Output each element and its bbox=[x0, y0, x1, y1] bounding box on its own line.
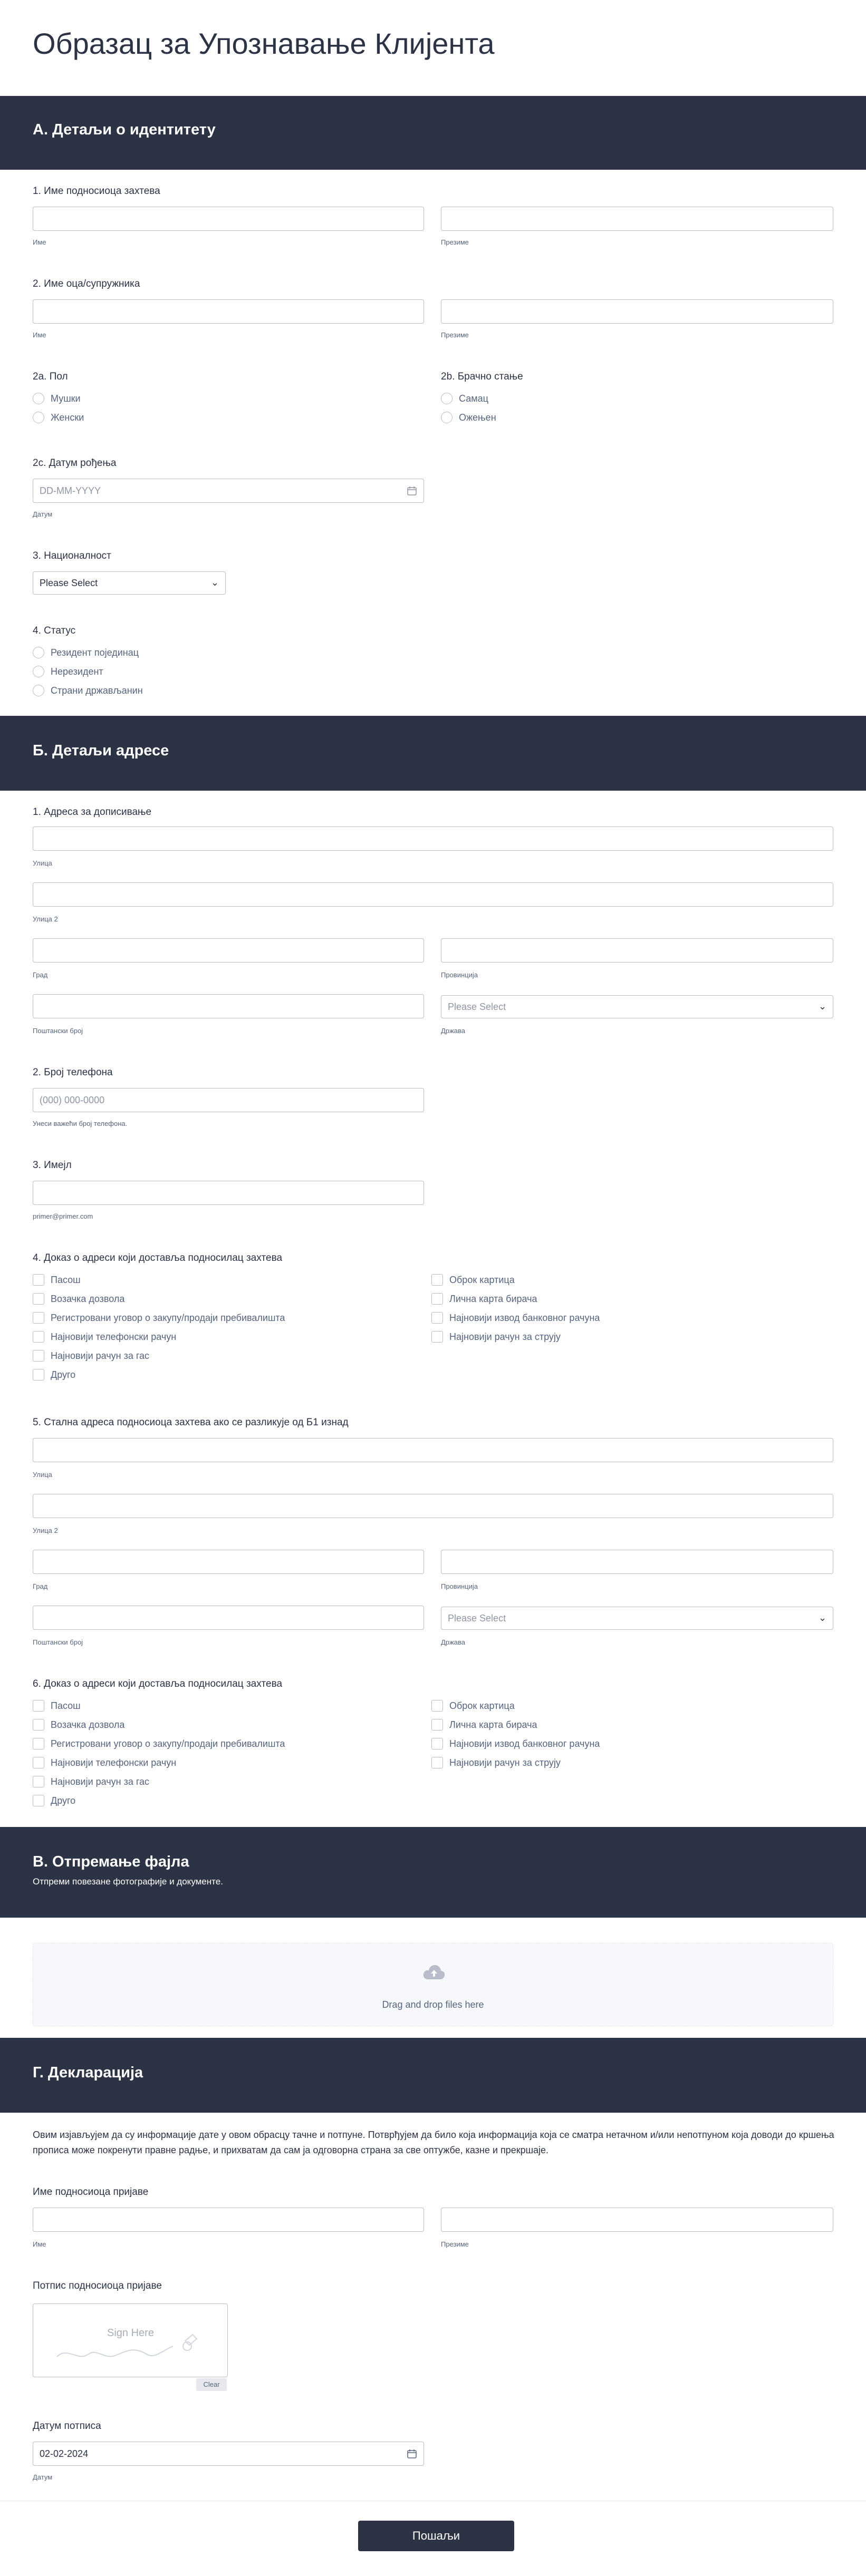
checkbox[interactable] bbox=[431, 1312, 443, 1324]
phone-hint: Унеси важећи број телефона. bbox=[33, 1120, 128, 1127]
province-sublabel: Провинција bbox=[441, 1582, 478, 1590]
marital-option-single[interactable]: Самац bbox=[441, 392, 488, 405]
nationality-value: Please Select bbox=[40, 578, 98, 588]
email-input[interactable] bbox=[33, 1181, 424, 1205]
clear-signature-button[interactable]: Clear bbox=[196, 2378, 227, 2391]
nationality-label: 3. Националност bbox=[33, 550, 111, 561]
first-name-sublabel: Име bbox=[33, 2240, 46, 2248]
dob-placeholder: DD-MM-YYYY bbox=[40, 485, 101, 496]
status-option-resident[interactable]: Резидент појединац bbox=[33, 646, 139, 659]
radio-circle[interactable] bbox=[33, 666, 44, 677]
chevron-down-icon: ⌄ bbox=[210, 577, 219, 588]
proof-option-other[interactable]: Друго bbox=[33, 1368, 75, 1381]
checkbox[interactable] bbox=[33, 1738, 44, 1749]
checkbox[interactable] bbox=[33, 1350, 44, 1362]
section-b-title: Б. Детаљи адресе bbox=[33, 742, 169, 759]
signature-date-value: 02-02-2024 bbox=[40, 2448, 89, 2459]
signature-date-input[interactable] bbox=[33, 2442, 424, 2466]
status-option-nonresident[interactable]: Нерезидент bbox=[33, 665, 103, 678]
date-sublabel: Датум bbox=[33, 510, 53, 518]
calendar-icon[interactable] bbox=[407, 485, 417, 496]
checkbox[interactable] bbox=[431, 1274, 443, 1286]
checkbox[interactable] bbox=[33, 1369, 44, 1381]
permanent-province-input[interactable] bbox=[441, 1550, 833, 1574]
declarant-last-name-input[interactable] bbox=[441, 2208, 833, 2232]
proof2-option-driver-license[interactable]: Возачка дозвола bbox=[33, 1718, 124, 1731]
city-sublabel: Град bbox=[33, 971, 48, 979]
checkbox[interactable] bbox=[431, 1719, 443, 1731]
proof-option-meal-card[interactable]: Оброк картица bbox=[431, 1274, 515, 1286]
applicant-first-name-input[interactable] bbox=[33, 207, 424, 231]
phone-placeholder: (000) 000-0000 bbox=[40, 1095, 105, 1105]
radio-circle[interactable] bbox=[33, 393, 44, 404]
section-d-header bbox=[0, 2038, 866, 2113]
checkbox[interactable] bbox=[33, 1331, 44, 1343]
applicant-last-name-input[interactable] bbox=[441, 207, 833, 231]
applicant-name-label: 1. Име подносиоца захтева bbox=[33, 186, 160, 197]
proof2-option-bank-statement[interactable]: Најновији извод банковног рачуна bbox=[431, 1737, 600, 1750]
radio-circle[interactable] bbox=[441, 412, 453, 423]
proof-option-passport[interactable]: Пасош bbox=[33, 1274, 81, 1286]
mailing-address-label: 1. Адреса за дописивање bbox=[33, 806, 152, 818]
proof2-option-phone-bill[interactable]: Најновији телефонски рачун bbox=[33, 1756, 176, 1769]
checkbox[interactable] bbox=[33, 1795, 44, 1806]
email-hint: primer@primer.com bbox=[33, 1212, 93, 1220]
proof-option-electricity-bill[interactable]: Најновији рачун за струју bbox=[431, 1330, 561, 1343]
section-c-header bbox=[0, 1827, 866, 1918]
mailing-province-input[interactable] bbox=[441, 938, 833, 963]
mailing-street2-input[interactable] bbox=[33, 882, 833, 907]
proof2-option-meal-card[interactable]: Оброк картица bbox=[431, 1699, 515, 1712]
applicant-signature-name-label: Име подносиоца пријаве bbox=[33, 2186, 149, 2198]
marital-option-married[interactable]: Ожењен bbox=[441, 411, 496, 424]
file-dropzone[interactable] bbox=[33, 1943, 833, 2026]
status-label: 4. Статус bbox=[33, 625, 76, 636]
permanent-address-label: 5. Стална адреса подносиоца захтева ако се разликује од Б1 изнад bbox=[33, 1417, 349, 1428]
checkbox[interactable] bbox=[33, 1757, 44, 1768]
country-placeholder: Please Select bbox=[448, 1613, 506, 1624]
dropzone-text: Drag and drop files here bbox=[382, 1999, 484, 2010]
submit-button[interactable]: Пошаљи bbox=[358, 2521, 514, 2551]
checkbox[interactable] bbox=[33, 1719, 44, 1731]
permanent-street2-input[interactable] bbox=[33, 1494, 833, 1518]
permanent-country-select[interactable] bbox=[441, 1607, 833, 1630]
radio-circle[interactable] bbox=[33, 685, 44, 696]
signature-label: Потпис подносиоца пријаве bbox=[33, 2280, 162, 2291]
proof-option-gas-bill[interactable]: Најновији рачун за гас bbox=[33, 1349, 149, 1362]
street2-sublabel: Улица 2 bbox=[33, 1527, 58, 1534]
checkbox[interactable] bbox=[33, 1776, 44, 1787]
email-label: 3. Имејл bbox=[33, 1160, 72, 1171]
country-placeholder: Please Select bbox=[448, 1002, 506, 1012]
gender-label: 2а. Пол bbox=[33, 371, 68, 382]
radio-circle[interactable] bbox=[33, 412, 44, 423]
section-a-title: А. Детаљи о идентитету bbox=[33, 121, 216, 138]
sign-here-hint: Sign Here bbox=[107, 2327, 154, 2339]
permanent-street-input[interactable] bbox=[33, 1438, 833, 1462]
proof2-option-gas-bill[interactable]: Најновији рачун за гас bbox=[33, 1775, 149, 1788]
calendar-icon[interactable] bbox=[407, 2448, 417, 2459]
radio-circle[interactable] bbox=[441, 393, 453, 404]
permanent-postal-input[interactable] bbox=[33, 1606, 424, 1630]
first-name-sublabel: Име bbox=[33, 238, 46, 246]
country-sublabel: Држава bbox=[441, 1638, 465, 1646]
city-sublabel: Град bbox=[33, 1582, 48, 1590]
first-name-sublabel: Име bbox=[33, 331, 46, 339]
proof-address-2-label: 6. Доказ о адреси који доставља подносилац захтева bbox=[33, 1678, 283, 1689]
proof2-option-voter-id[interactable]: Лична карта бирача bbox=[431, 1718, 537, 1731]
status-option-foreign[interactable]: Страни држављанин bbox=[33, 684, 143, 697]
checkbox[interactable] bbox=[431, 1700, 443, 1712]
gender-option-male[interactable]: Мушки bbox=[33, 392, 81, 405]
proof-option-driver-license[interactable]: Возачка дозвола bbox=[33, 1292, 124, 1305]
permanent-city-input[interactable] bbox=[33, 1550, 424, 1574]
street-sublabel: Улица bbox=[33, 1471, 52, 1479]
dob-input[interactable] bbox=[33, 479, 424, 503]
proof-address-label: 4. Доказ о адреси који доставља подносилац захтева bbox=[33, 1252, 283, 1263]
nationality-select[interactable] bbox=[33, 571, 226, 595]
radio-circle[interactable] bbox=[33, 647, 44, 658]
checkbox[interactable] bbox=[33, 1700, 44, 1712]
declaration-text: Овим изјављујем да су информације дате у овом обрасцу тачне и потпуне. Потврђујем да било која информација која се сматра нетачном и/или непотпуном која доводи до кршења прописа може покренути правне радње, и прихватам да сам ја одговорна страна за све оптужбе, казне и прекршаје. bbox=[33, 2130, 834, 2155]
street2-sublabel: Улица 2 bbox=[33, 915, 58, 923]
proof-option-bank-statement[interactable]: Најновији извод банковног рачуна bbox=[431, 1311, 600, 1324]
last-name-sublabel: Презиме bbox=[441, 2240, 469, 2248]
phone-label: 2. Број телефона bbox=[33, 1067, 113, 1078]
phone-input[interactable] bbox=[33, 1088, 424, 1112]
chevron-down-icon: ⌄ bbox=[818, 1612, 826, 1623]
postal-sublabel: Поштански број bbox=[33, 1638, 83, 1646]
checkbox[interactable] bbox=[431, 1757, 443, 1768]
proof2-option-other[interactable]: Друго bbox=[33, 1794, 75, 1807]
chevron-down-icon: ⌄ bbox=[818, 1001, 826, 1012]
father-spouse-name-label: 2. Име оца/супружника bbox=[33, 278, 140, 289]
signature-date-label: Датум потписа bbox=[33, 2421, 101, 2432]
province-sublabel: Провинција bbox=[441, 971, 478, 979]
page-title: Образац за Упознавање Клијента bbox=[33, 27, 495, 60]
section-c-subtitle: Отпреми повезане фотографије и документе. bbox=[33, 1877, 223, 1887]
signature-pad[interactable] bbox=[33, 2303, 228, 2377]
proof2-option-lease[interactable]: Регистровани уговор о закупу/продаји пребивалишта bbox=[33, 1737, 285, 1750]
checkbox[interactable] bbox=[431, 1331, 443, 1343]
checkbox[interactable] bbox=[33, 1274, 44, 1286]
checkbox[interactable] bbox=[431, 1293, 443, 1305]
marital-status-label: 2b. Брачно стање bbox=[441, 371, 523, 382]
proof-option-lease[interactable]: Регистровани уговор о закупу/продаји пребивалишта bbox=[33, 1311, 285, 1324]
country-sublabel: Држава bbox=[441, 1027, 465, 1035]
section-a-header bbox=[0, 96, 866, 170]
father-last-name-input[interactable] bbox=[441, 299, 833, 324]
gender-option-female[interactable]: Женски bbox=[33, 411, 84, 424]
proof-option-voter-id[interactable]: Лична карта бирача bbox=[431, 1292, 537, 1305]
checkbox[interactable] bbox=[33, 1312, 44, 1324]
mailing-city-input[interactable] bbox=[33, 938, 424, 963]
last-name-sublabel: Презиме bbox=[441, 238, 469, 246]
mailing-postal-input[interactable] bbox=[33, 994, 424, 1018]
postal-sublabel: Поштански број bbox=[33, 1027, 83, 1035]
cloud-upload-icon bbox=[422, 1963, 446, 1981]
mailing-country-select[interactable] bbox=[441, 995, 833, 1018]
proof2-option-electricity-bill[interactable]: Најновији рачун за струју bbox=[431, 1756, 561, 1769]
checkbox[interactable] bbox=[33, 1293, 44, 1305]
proof2-option-passport[interactable]: Пасош bbox=[33, 1699, 81, 1712]
last-name-sublabel: Презиме bbox=[441, 331, 469, 339]
section-c-title: В. Отпремање фајла bbox=[33, 1853, 189, 1870]
street-sublabel: Улица bbox=[33, 859, 52, 867]
proof-option-phone-bill[interactable]: Најновији телефонски рачун bbox=[33, 1330, 176, 1343]
section-d-title: Г. Декларација bbox=[33, 2064, 143, 2081]
checkbox[interactable] bbox=[431, 1738, 443, 1749]
section-b-header bbox=[0, 716, 866, 791]
father-first-name-input[interactable] bbox=[33, 299, 424, 324]
mailing-street-input[interactable] bbox=[33, 827, 833, 851]
dob-label: 2с. Датум рођења bbox=[33, 458, 117, 469]
declarant-first-name-input[interactable] bbox=[33, 2208, 424, 2232]
date-sublabel: Датум bbox=[33, 2473, 53, 2481]
